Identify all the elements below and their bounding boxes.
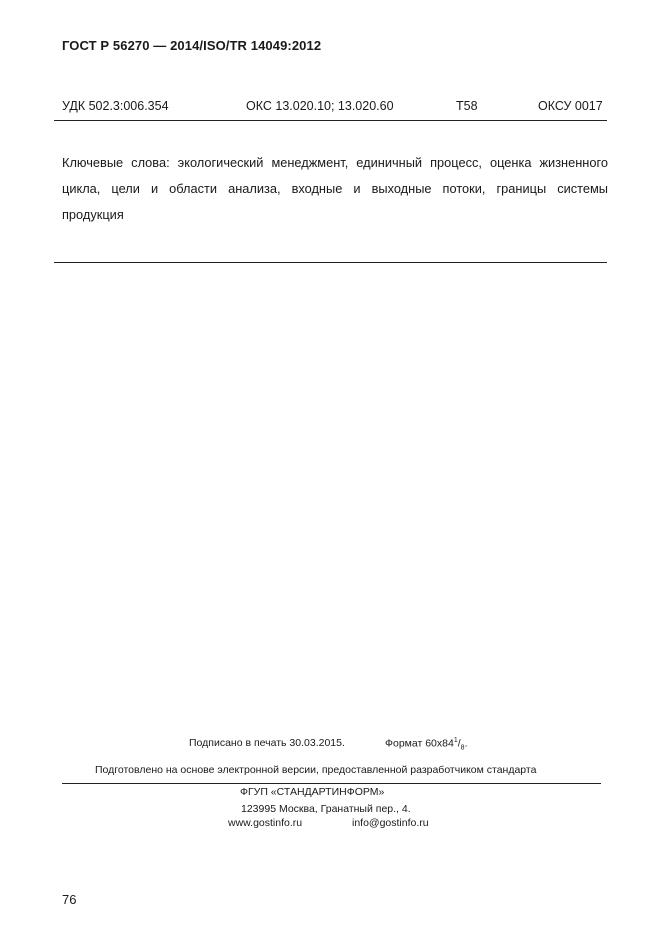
publisher-name: ФГУП «СТАНДАРТИНФОРМ»	[240, 786, 385, 798]
udk-code: УДК 502.3:006.354	[62, 99, 169, 113]
keywords-line-2: цикла, цели и области анализа, входные и выходные потоки, границы системы	[62, 181, 608, 196]
divider-bottom	[62, 783, 601, 784]
page-number: 76	[62, 892, 77, 907]
publisher-address: 123995 Москва, Гранатный пер., 4.	[241, 803, 411, 815]
format-prefix: Формат 60x84	[385, 737, 454, 750]
format-sub: 8	[460, 744, 465, 752]
publisher-website: www.gostinfo.ru	[228, 817, 303, 829]
prepared-note: Подготовлено на основе электронной версии, предоставленной разработчиком стандарта	[95, 764, 537, 776]
oks-code: ОКС 13.020.10; 13.020.60	[246, 99, 394, 113]
signed-date: Подписано в печать 30.03.2015.	[189, 737, 345, 749]
paper-format	[385, 737, 467, 752]
divider-middle	[54, 262, 607, 263]
keywords-line-1: Ключевые слова: экологический менеджмент, единичный процесс, оценка жизненного	[62, 155, 608, 170]
document-header-title: ГОСТ Р 56270 — 2014/ISO/TR 14049:2012	[62, 38, 322, 53]
t-code: Т58	[456, 99, 478, 113]
publisher-email: info@gostinfo.ru	[352, 817, 429, 829]
format-sup: 1	[453, 737, 458, 744]
divider-top	[54, 120, 607, 121]
oksu-code: ОКСУ 0017	[538, 99, 603, 113]
format-suffix: .	[464, 737, 468, 750]
keywords-line-3: продукция	[62, 207, 124, 222]
keywords-paragraph	[62, 150, 608, 228]
format-slash: /	[457, 737, 461, 750]
